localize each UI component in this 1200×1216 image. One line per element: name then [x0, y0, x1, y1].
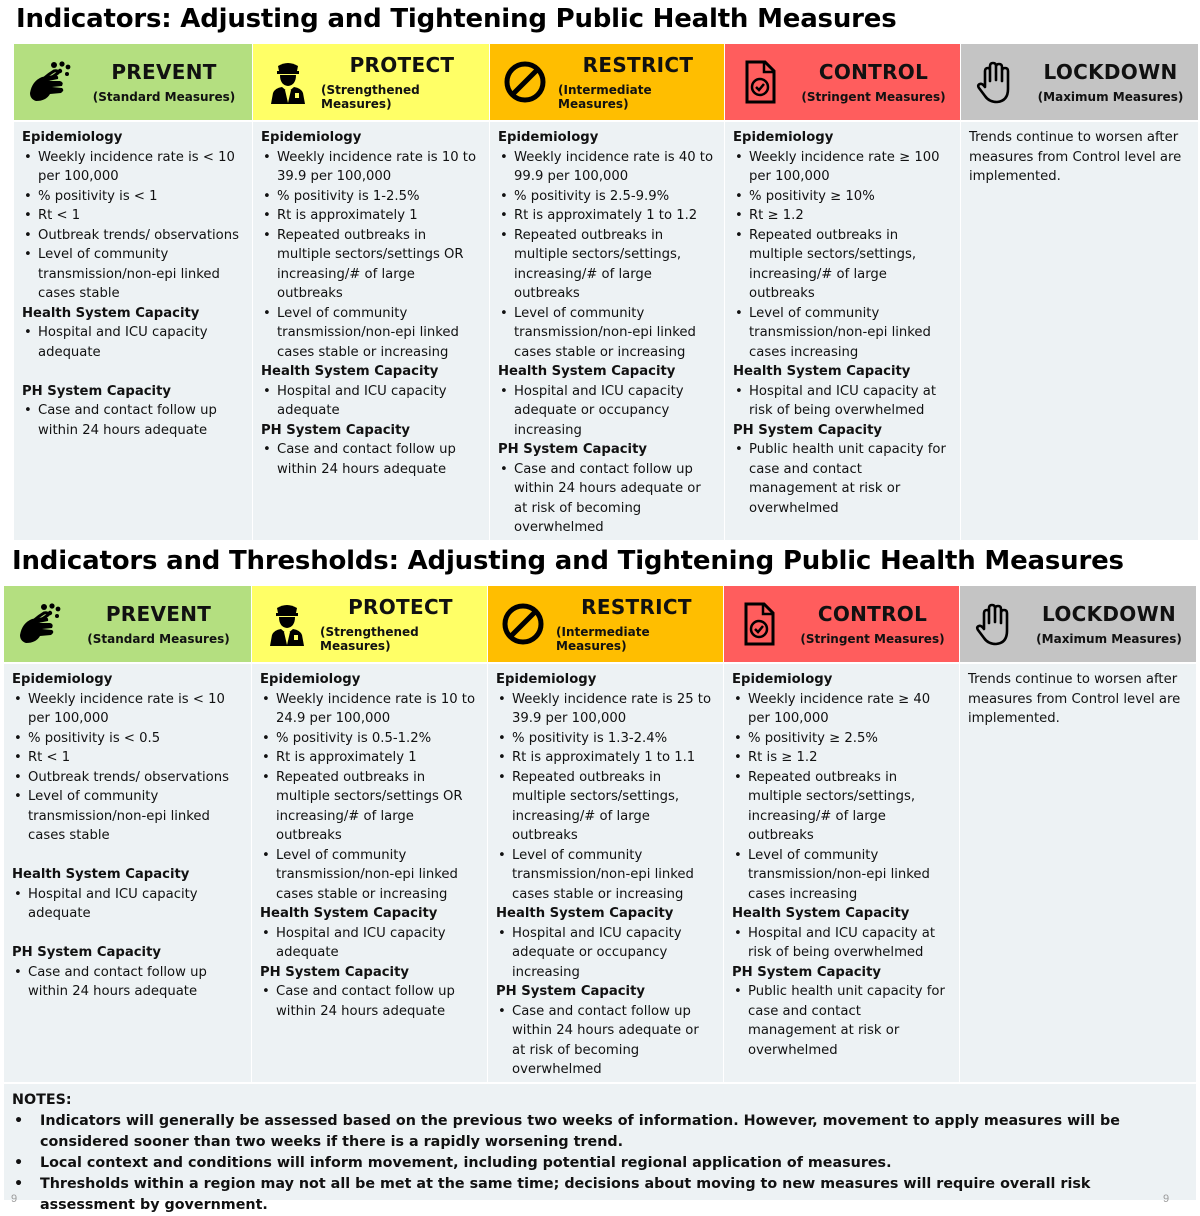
notes-title: NOTES: — [12, 1092, 72, 1108]
list-item: • Hospital and ICU capacity adequate — [28, 885, 243, 924]
document-check-icon — [737, 59, 783, 105]
hand-stop-icon — [972, 601, 1018, 647]
list-item: • % positivity is 1-2.5% — [277, 187, 481, 207]
bottom-header-row — [4, 586, 1196, 662]
page-number-right: 9 — [1163, 1193, 1170, 1205]
section-heading: Epidemiology — [12, 672, 113, 687]
prohibited-icon — [500, 601, 546, 647]
list-item: • Weekly incidence rate is 25 to 39.9 per 100,000 — [512, 690, 715, 729]
list-item: • Rt < 1 — [28, 748, 243, 768]
list-item: • Hospital and ICU capacity adequate or occupancy increasing — [514, 382, 716, 441]
list-item: • Weekly incidence rate is 40 to 99.9 per 100,000 — [514, 148, 716, 187]
level-sub: (Stringent Measures) — [800, 632, 945, 646]
lockdown-text: Trends continue to worsen after measures from Control level are implemented. — [968, 672, 1181, 726]
section-heading: PH System Capacity — [498, 442, 647, 457]
notes-box — [4, 1084, 1196, 1213]
lockdown-text: Trends continue to worsen after measures from Control level are implemented. — [969, 130, 1182, 184]
level-sub: (Standard Measures) — [92, 90, 236, 104]
list-item: • Case and contact follow up within 24 hours adequate or at risk of becoming overwhelmed — [514, 460, 716, 538]
section-heading: Epidemiology — [733, 130, 834, 145]
list-item: • Level of community transmission/non-epi linked cases stable — [28, 787, 243, 846]
top-prevent-criteria — [14, 122, 252, 540]
list-item: • % positivity is 2.5-9.9% — [514, 187, 716, 207]
top-lockdown-criteria — [961, 122, 1198, 540]
list-item: • Rt is approximately 1 — [277, 206, 481, 226]
list-item: • Repeated outbreaks in multiple sectors/settings, increasing/# of large outbreaks — [512, 768, 715, 846]
list-item: • Level of community transmission/non-epi linked cases stable or increasing — [514, 304, 716, 363]
header-restrict — [490, 44, 724, 120]
list-item: • Case and contact follow up within 24 hours adequate — [38, 401, 244, 440]
header-prevent — [14, 44, 252, 120]
section-heading: PH System Capacity — [12, 945, 161, 960]
list-item: • Hospital and ICU capacity adequate — [277, 382, 481, 421]
header-protect — [252, 586, 487, 662]
bottom-restrict-criteria — [488, 664, 723, 1082]
section-heading: PH System Capacity — [22, 383, 171, 399]
top-control-criteria — [725, 122, 960, 540]
handwash-icon — [26, 59, 72, 105]
note-item: • Thresholds within a region may not all be met at the same time; decisions about moving to new measures will require overall risk assessment by government. — [40, 1174, 1188, 1216]
handwash-icon — [16, 601, 62, 647]
list-item: • Level of community transmission/non-epi linked cases increasing — [748, 846, 951, 905]
list-item: • Level of community transmission/non-epi linked cases stable — [38, 245, 244, 304]
list-item: • Hospital and ICU capacity adequate or occupancy increasing — [512, 924, 715, 983]
list-item: • Case and contact follow up within 24 hours adequate — [277, 440, 481, 479]
list-item: • Rt is ≥ 1.2 — [748, 748, 951, 768]
level-name: CONTROL — [817, 602, 928, 626]
level-name: PREVENT — [105, 602, 212, 626]
top-header-row — [14, 44, 1198, 120]
list-item: • Hospital and ICU capacity at risk of being overwhelmed — [748, 924, 951, 963]
level-sub: (Maximum Measures) — [1036, 632, 1182, 646]
list-item: • Outbreak trends/ observations — [38, 226, 244, 246]
list-item: • Level of community transmission/non-epi linked cases stable or increasing — [277, 304, 481, 363]
section-heading: PH System Capacity — [496, 984, 645, 999]
list-item: • Outbreak trends/ observations — [28, 768, 243, 788]
list-item: • Hospital and ICU capacity adequate — [38, 323, 244, 362]
section-heading: Health System Capacity — [12, 867, 190, 882]
section-heading: Epidemiology — [498, 130, 599, 145]
list-item: • Level of community transmission/non-epi linked cases stable or increasing — [512, 846, 715, 905]
officer-icon — [265, 59, 311, 105]
section-heading: Health System Capacity — [732, 906, 910, 921]
level-sub: (Intermediate Measures) — [558, 83, 652, 111]
level-name: LOCKDOWN — [1041, 602, 1176, 626]
prohibited-icon — [502, 59, 548, 105]
section-heading: Epidemiology — [260, 672, 361, 687]
list-item: • Weekly incidence rate is 10 to 24.9 per 100,000 — [276, 690, 479, 729]
level-sub: (Maximum Measures) — [1037, 90, 1184, 104]
list-item: • Case and contact follow up within 24 hours adequate — [28, 963, 243, 1002]
bottom-control-criteria — [724, 664, 959, 1082]
list-item: • Level of community transmission/non-epi linked cases stable or increasing — [276, 846, 479, 905]
bottom-body-row — [4, 664, 1196, 1082]
list-item: • Rt ≥ 1.2 — [749, 206, 952, 226]
list-item: • Public health unit capacity for case and contact management at risk or overwhelmed — [748, 982, 951, 1060]
section-heading: Health System Capacity — [498, 364, 676, 379]
section-heading: Health System Capacity — [261, 364, 439, 379]
level-name: PROTECT — [348, 595, 453, 619]
section-heading: Epidemiology — [496, 672, 597, 687]
level-sub: (Stringent Measures) — [801, 90, 946, 104]
top-restrict-criteria — [490, 122, 724, 540]
document-check-icon — [736, 601, 782, 647]
page-number-left: 9 — [11, 1193, 18, 1205]
section-heading: PH System Capacity — [261, 422, 410, 438]
list-item: • Level of community transmission/non-epi linked cases increasing — [749, 304, 952, 363]
list-item: • Rt is approximately 1 to 1.1 — [512, 748, 715, 768]
list-item: • Repeated outbreaks in multiple sectors/settings, increasing/# of large outbreaks — [749, 226, 952, 304]
list-item: • Weekly incidence rate is 10 to 39.9 per 100,000 — [277, 148, 481, 187]
header-lockdown — [960, 586, 1196, 662]
section-heading: Health System Capacity — [496, 906, 674, 921]
list-item: • % positivity ≥ 2.5% — [748, 729, 951, 749]
list-item: • % positivity is 1.3-2.4% — [512, 729, 715, 749]
bottom-prevent-criteria — [4, 664, 251, 1082]
list-item: • Public health unit capacity for case and contact management at risk or overwhelmed — [749, 440, 952, 518]
level-sub: (Strengthened Measures) — [321, 83, 420, 111]
list-item: • Repeated outbreaks in multiple sectors/settings OR increasing/# of large outbreaks — [277, 226, 481, 304]
bottom-table — [4, 586, 1196, 1082]
list-item: • Case and contact follow up within 24 hours adequate or at risk of becoming overwhelmed — [512, 1002, 715, 1080]
section-heading: Epidemiology — [22, 130, 123, 145]
list-item: • Weekly incidence rate ≥ 100 per 100,000 — [749, 148, 952, 187]
bottom-protect-criteria — [252, 664, 487, 1082]
section-heading: Health System Capacity — [22, 305, 200, 321]
list-item: • Weekly incidence rate ≥ 40 per 100,000 — [748, 690, 951, 729]
header-protect — [253, 44, 489, 120]
note-item: • Local context and conditions will inform movement, including potential regional application of measures. — [40, 1153, 1188, 1174]
list-item: • % positivity is < 0.5 — [28, 729, 243, 749]
header-lockdown — [961, 44, 1198, 120]
level-name: PREVENT — [111, 60, 217, 84]
level-sub: (Strengthened Measures) — [320, 625, 419, 653]
level-name: LOCKDOWN — [1043, 60, 1178, 84]
level-name: PROTECT — [349, 53, 455, 77]
section-heading: PH System Capacity — [732, 964, 881, 980]
header-control — [725, 44, 960, 120]
level-name: RESTRICT — [581, 595, 692, 619]
section-heading: Health System Capacity — [733, 364, 911, 379]
top-body-row — [14, 122, 1198, 540]
list-item: • Hospital and ICU capacity at risk of being overwhelmed — [749, 382, 952, 421]
header-control — [724, 586, 959, 662]
list-item: • Case and contact follow up within 24 hours adequate — [276, 982, 479, 1021]
list-item: • Rt < 1 — [38, 206, 244, 226]
page-title-bottom: Indicators and Thresholds: Adjusting and Tightening Public Health Measures — [12, 546, 1124, 576]
section-heading: Health System Capacity — [260, 906, 438, 921]
list-item: • Repeated outbreaks in multiple sectors/settings, increasing/# of large outbreaks — [514, 226, 716, 304]
list-item: • Weekly incidence rate is < 10 per 100,000 — [28, 690, 243, 729]
list-item: • % positivity is 0.5-1.2% — [276, 729, 479, 749]
list-item: • % positivity is < 1 — [38, 187, 244, 207]
top-table — [14, 44, 1198, 540]
hand-stop-icon — [973, 59, 1019, 105]
note-item: • Indicators will generally be assessed based on the previous two weeks of information. However, movement to apply measures will be considered sooner than two weeks if there is a rapidly worsening trend. — [40, 1111, 1188, 1153]
level-sub: (Intermediate Measures) — [556, 625, 650, 653]
level-name: RESTRICT — [582, 53, 694, 77]
list-item: • Rt is approximately 1 — [276, 748, 479, 768]
list-item: • Weekly incidence rate is < 10 per 100,000 — [38, 148, 244, 187]
officer-icon — [264, 601, 310, 647]
list-item: • % positivity ≥ 10% — [749, 187, 952, 207]
section-heading: PH System Capacity — [733, 422, 882, 438]
page-title-top: Indicators: Adjusting and Tightening Public Health Measures — [16, 4, 897, 34]
list-item: • Rt is approximately 1 to 1.2 — [514, 206, 716, 226]
section-heading: Epidemiology — [732, 672, 833, 687]
level-sub: (Standard Measures) — [87, 632, 230, 646]
section-heading: PH System Capacity — [260, 964, 409, 980]
header-restrict — [488, 586, 723, 662]
list-item: • Repeated outbreaks in multiple sectors/settings, increasing/# of large outbreaks — [748, 768, 951, 846]
level-name: CONTROL — [818, 60, 929, 84]
list-item: • Hospital and ICU capacity adequate — [276, 924, 479, 963]
top-protect-criteria — [253, 122, 489, 540]
list-item: • Repeated outbreaks in multiple sectors/settings OR increasing/# of large outbreaks — [276, 768, 479, 846]
bottom-lockdown-criteria — [960, 664, 1196, 1082]
header-prevent — [4, 586, 251, 662]
section-heading: Epidemiology — [261, 130, 362, 145]
